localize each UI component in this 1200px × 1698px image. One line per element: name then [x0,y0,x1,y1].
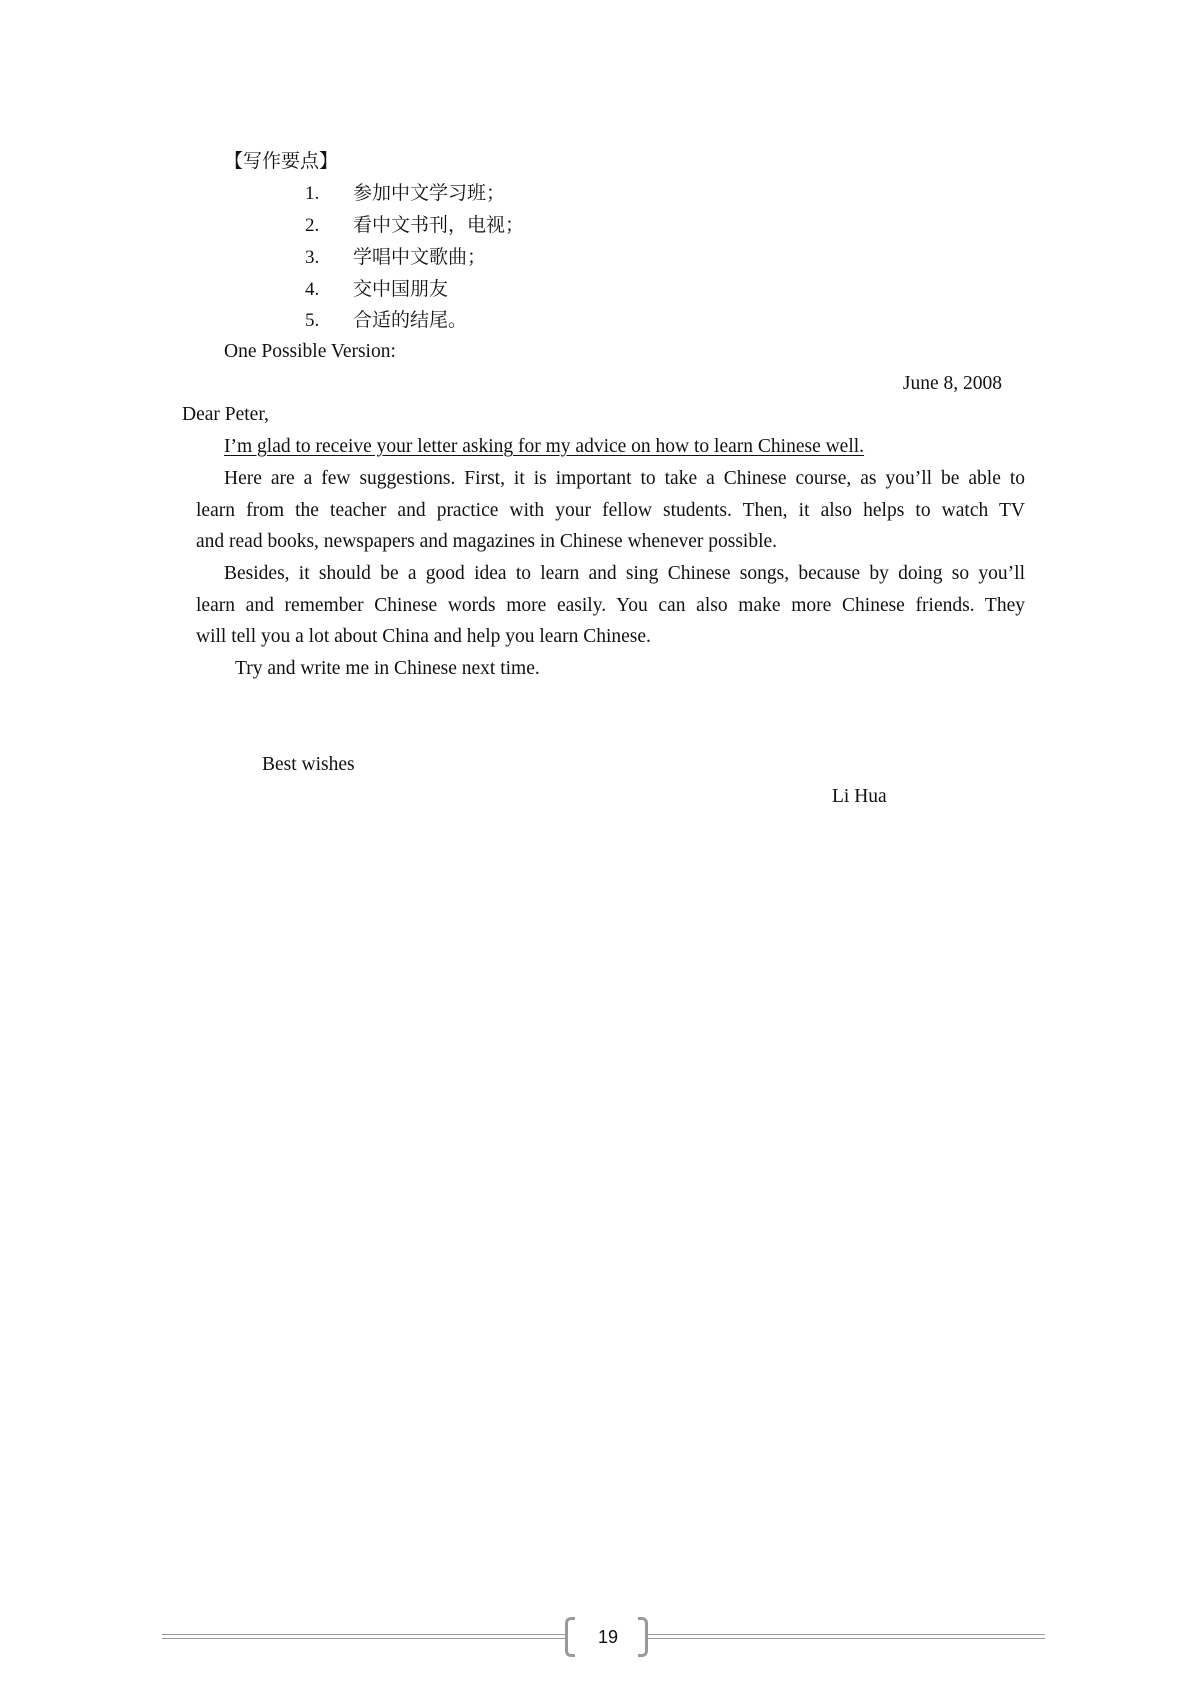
page-number-left-bracket [565,1617,575,1657]
letter-closing: Best wishes [262,754,355,775]
point-text: 参加中文学习班； [353,182,506,204]
footer-rule-left [162,1634,567,1639]
point-text: 交中国朋友 [353,278,449,300]
writing-point-4 [305,280,448,299]
paragraph-2-line-3: will tell you a lot about China and help you learn Chinese. [196,626,651,647]
writing-point-3 [305,248,486,267]
point-number: 3. [305,247,320,268]
paragraph-2-line-2: learn and remember Chinese words more easily. You can also make more Chinese friends. They [196,595,1025,616]
paragraph-2-line-1: Besides, it should be a good idea to learn and sing Chinese songs, because by doing so you’ll [224,563,1025,584]
writing-point-1 [305,184,505,203]
point-text: 看中文书刊，电视； [353,214,525,236]
point-text: 合适的结尾。 [353,309,468,331]
writing-point-2 [305,216,524,235]
letter-signature: Li Hua [832,786,887,807]
possible-version-label: One Possible Version: [224,341,396,362]
point-text: 学唱中文歌曲； [353,246,487,268]
page-number-right-bracket [638,1617,648,1657]
point-number: 4. [305,279,320,300]
point-number: 5. [305,310,320,331]
letter-salutation: Dear Peter, [182,404,269,425]
writing-point-5 [305,311,467,330]
paragraph-3: Try and write me in Chinese next time. [235,658,540,679]
paragraph-1-line-1: Here are a few suggestions. First, it is important to take a Chinese course, as you’ll be able to [224,468,1025,489]
paragraph-1-line-2: learn from the teacher and practice with your fellow students. Then, it also helps to watch TV [196,500,1025,521]
paragraph-1-line-3: and read books, newspapers and magazines in Chinese whenever possible. [196,531,778,552]
writing-points-heading: 【写作要点】 [224,150,339,172]
point-number: 1. [305,183,320,204]
letter-intro-sentence: I’m glad to receive your letter asking for my advice on how to learn Chinese well. [224,436,865,457]
footer-rule-right [648,1634,1045,1639]
point-number: 2. [305,215,320,236]
letter-date: June 8, 2008 [902,373,1002,394]
page-number: 19 [597,1627,619,1647]
